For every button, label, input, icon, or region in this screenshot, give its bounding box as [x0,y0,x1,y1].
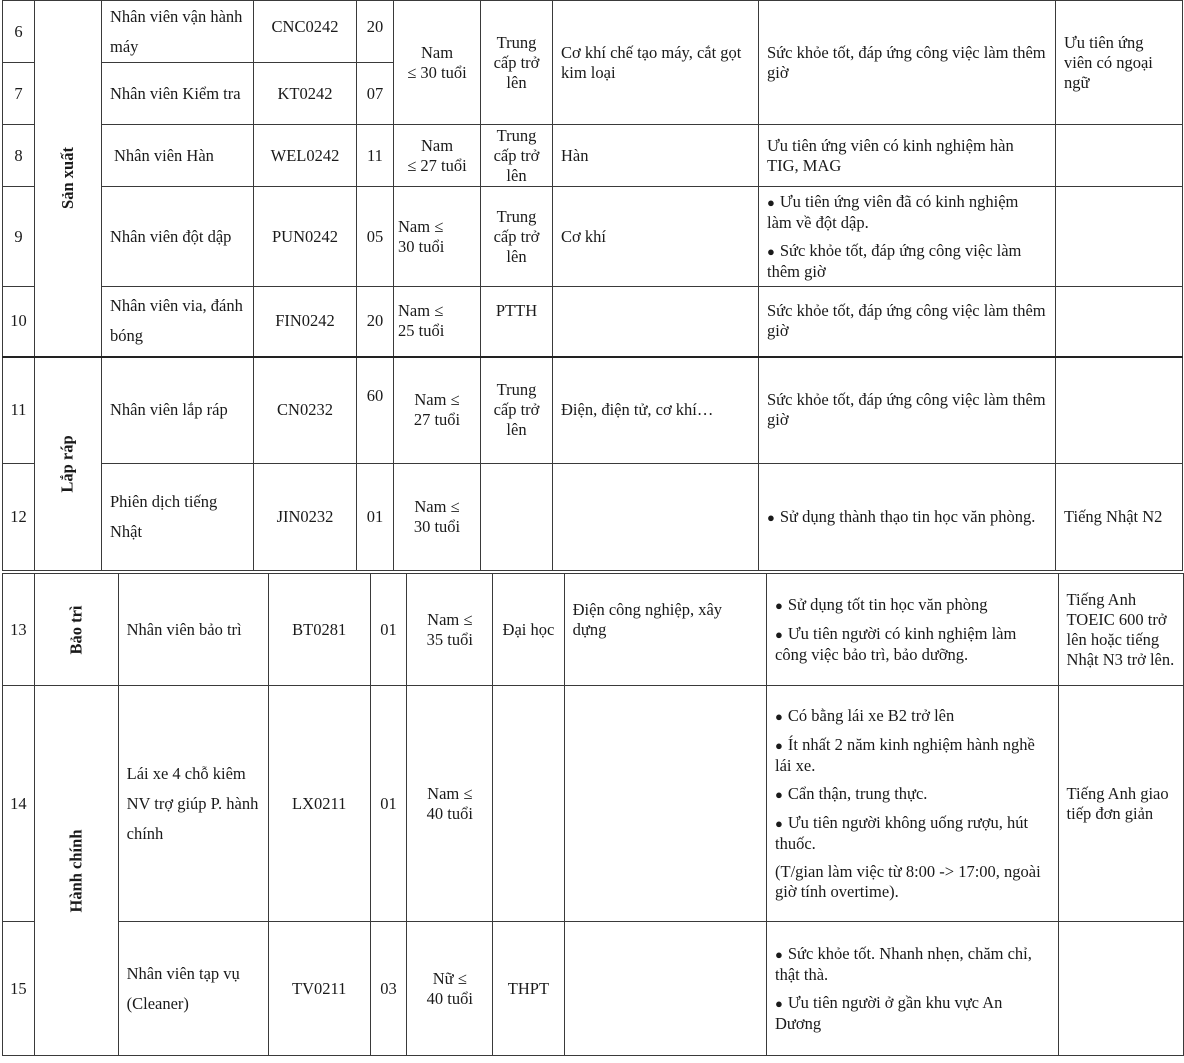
requirement-text: Ưu tiên ứng viên có kinh nghiệm hàn TIG, MAG [759,125,1056,187]
education-level [493,686,564,922]
age-requirement [407,686,493,922]
position-name: Nhân viên bảo trì [118,574,268,686]
education-level: Trung cấp trở lên [481,1,553,125]
position-name: Nhân viên tạp vụ (Cleaner) [118,922,268,1056]
table-row [3,357,1183,464]
department-label: Hành chính [66,829,86,912]
quantity: 07 [357,63,394,125]
requirement-list [759,187,1056,287]
row-number: 9 [3,187,35,287]
requirement-list [767,922,1059,1056]
age-requirement [394,187,481,287]
age-text: 40 tuổi [426,988,473,1008]
gender-text: Nam ≤ [398,301,444,321]
table-row [3,1,1183,63]
age-text: 25 tuổi [398,321,445,341]
position-code: PUN0242 [254,187,357,287]
row-number: 13 [3,574,35,686]
age-text: 30 tuổi [398,236,445,256]
gender-text: Nam [420,135,454,155]
requirement-text: Sức khỏe tốt, đáp ứng công việc làm thêm giờ [759,357,1056,464]
requirement-text: Sức khỏe tốt, đáp ứng công việc làm thêm giờ [759,287,1056,357]
row-number: 10 [3,287,35,357]
education-level [481,464,553,571]
row-number: 11 [3,357,35,464]
requirement-list [767,686,1059,922]
department-label: Bảo trì [66,604,86,655]
department-cell [34,574,118,686]
requirement-bullet: ● Sử dụng thành thạo tin học văn phòng. [767,507,1047,528]
age-text: ≤ 27 tuổi [407,155,467,175]
age-requirement [394,1,481,125]
language-requirement [1056,125,1183,187]
row-number: 15 [3,922,35,1056]
major-field [564,686,766,922]
language-requirement [1056,287,1183,357]
department-label: Sản xuất [58,147,77,210]
major-field: Cơ khí [553,187,759,287]
row-number: 8 [3,125,35,187]
position-code: WEL0242 [254,125,357,187]
quantity: 20 [357,1,394,63]
table-row [3,464,1183,571]
requirement-bullet: ● Có bằng lái xe B2 trở lên [775,706,1050,727]
position-name: Nhân viên Kiểm tra [102,63,254,125]
position-name: Nhân viên Hàn [102,125,254,187]
gender-text: Nữ ≤ [432,968,467,988]
age-requirement [407,922,493,1056]
language-requirement: Tiếng Nhật N2 [1056,464,1183,571]
requirement-text: Sức khỏe tốt, đáp ứng công việc làm thêm giờ [759,1,1056,125]
position-code: BT0281 [268,574,370,686]
quantity: 05 [357,187,394,287]
position-code: KT0242 [254,63,357,125]
position-code: FIN0242 [254,287,357,357]
position-name: Nhân viên lắp ráp [102,357,254,464]
language-requirement [1058,922,1183,1056]
requirement-bullet: ● Ưu tiên người không uống rượu, hút thuốc. [775,813,1050,854]
age-text: 30 tuổi [413,517,461,536]
education-level: Trung cấp trở lên [481,357,553,464]
department-label: Lắp ráp [58,435,77,493]
major-field: Điện công nghiệp, xây dựng [564,574,766,686]
position-code: TV0211 [268,922,370,1056]
education-level: Trung cấp trở lên [481,187,553,287]
major-field: Cơ khí chế tạo máy, cắt gọt kim loại [553,1,759,125]
age-requirement [407,574,493,686]
position-code: CN0232 [254,357,357,464]
age-text: 35 tuổi [426,629,473,649]
table-row [3,187,1183,287]
quantity: 11 [357,125,394,187]
table-row [3,125,1183,187]
quantity: 01 [370,574,407,686]
education-level: Đại học [493,574,564,686]
major-field [564,922,766,1056]
requirement-bullet: ● Ưu tiên người có kinh nghiệm làm công việc bảo trì, bảo dưỡng. [775,624,1050,665]
requirement-bullet: ● Ít nhất 2 năm kinh nghiệm hành nghề lái xe. [775,735,1050,776]
quantity: 60 [357,357,394,464]
position-name: Lái xe 4 chỗ kiêm NV trợ giúp P. hành chính [118,686,268,922]
age-text: 27 tuổi [413,410,461,430]
requirement-list [759,464,1056,571]
table-row [3,287,1183,357]
row-number: 6 [3,1,35,63]
table-row [3,686,1184,922]
requirement-bullet: ● Ưu tiên ứng viên đã có kinh nghiệm làm về đột dập. [767,192,1047,233]
age-text: ≤ 30 tuổi [407,62,467,82]
gender-text: Nam [420,42,454,62]
language-requirement: Tiếng Anh giao tiếp đơn giản [1058,686,1183,922]
quantity: 01 [357,464,394,571]
recruitment-table-bottom [2,573,1184,1056]
education-level: THPT [493,922,564,1056]
department-cell [35,1,102,357]
major-field: Hàn [553,125,759,187]
quantity: 01 [370,686,407,922]
requirement-bullet: ● Ưu tiên người ở gần khu vực An Dương [775,993,1050,1034]
gender-text: Nam ≤ [427,783,473,803]
age-requirement [394,357,481,464]
position-name: Nhân viên via, đánh bóng [102,287,254,357]
position-code: CNC0242 [254,1,357,63]
gender-text: Nam ≤ [414,390,460,410]
language-requirement [1056,187,1183,287]
major-field [553,287,759,357]
age-requirement [394,464,481,571]
table-row [3,922,1184,1056]
table-row [3,574,1184,686]
quantity: 20 [357,287,394,357]
age-requirement [394,287,481,357]
requirement-bullet: ● Sử dụng tốt tin học văn phòng [775,595,1050,616]
age-requirement [394,125,481,187]
gender-text: Nam ≤ [398,216,444,236]
major-field: Điện, điện tử, cơ khí… [553,357,759,464]
gender-text: Nam ≤ [414,497,460,516]
language-requirement: Tiếng Anh TOEIC 600 trở lên hoặc tiếng Nhật N3 trở lên. [1058,574,1183,686]
department-cell [34,686,118,1056]
position-code: JIN0232 [254,464,357,571]
major-field [553,464,759,571]
education-level: PTTH [481,287,553,357]
row-number: 12 [3,464,35,571]
row-number: 14 [3,686,35,922]
requirement-bullet: ● Cẩn thận, trung thực. [775,784,1050,805]
row-number: 7 [3,63,35,125]
working-hours-note: (T/gian làm việc từ 8:00 -> 17:00, ngoài giờ tính overtime). [775,861,1041,901]
department-cell [35,357,102,571]
position-name: Nhân viên đột dập [102,187,254,287]
requirement-bullet: ● Sức khỏe tốt, đáp ứng công việc làm thêm giờ [767,241,1047,282]
requirement-bullet: ● Sức khỏe tốt. Nhanh nhẹn, chăm chỉ, thật thà. [775,944,1050,985]
position-code: LX0211 [268,686,370,922]
language-requirement [1056,357,1183,464]
requirement-list [767,574,1059,686]
gender-text: Nam ≤ [427,609,473,629]
recruitment-table-top [2,0,1183,571]
quantity: 03 [370,922,407,1056]
age-text: 40 tuổi [426,803,473,823]
position-name: Nhân viên vận hành máy [102,1,254,63]
position-name: Phiên dịch tiếng Nhật [102,464,254,571]
education-level: Trung cấp trở lên [481,125,553,187]
language-requirement: Ưu tiên ứng viên có ngoại ngữ [1056,1,1183,125]
